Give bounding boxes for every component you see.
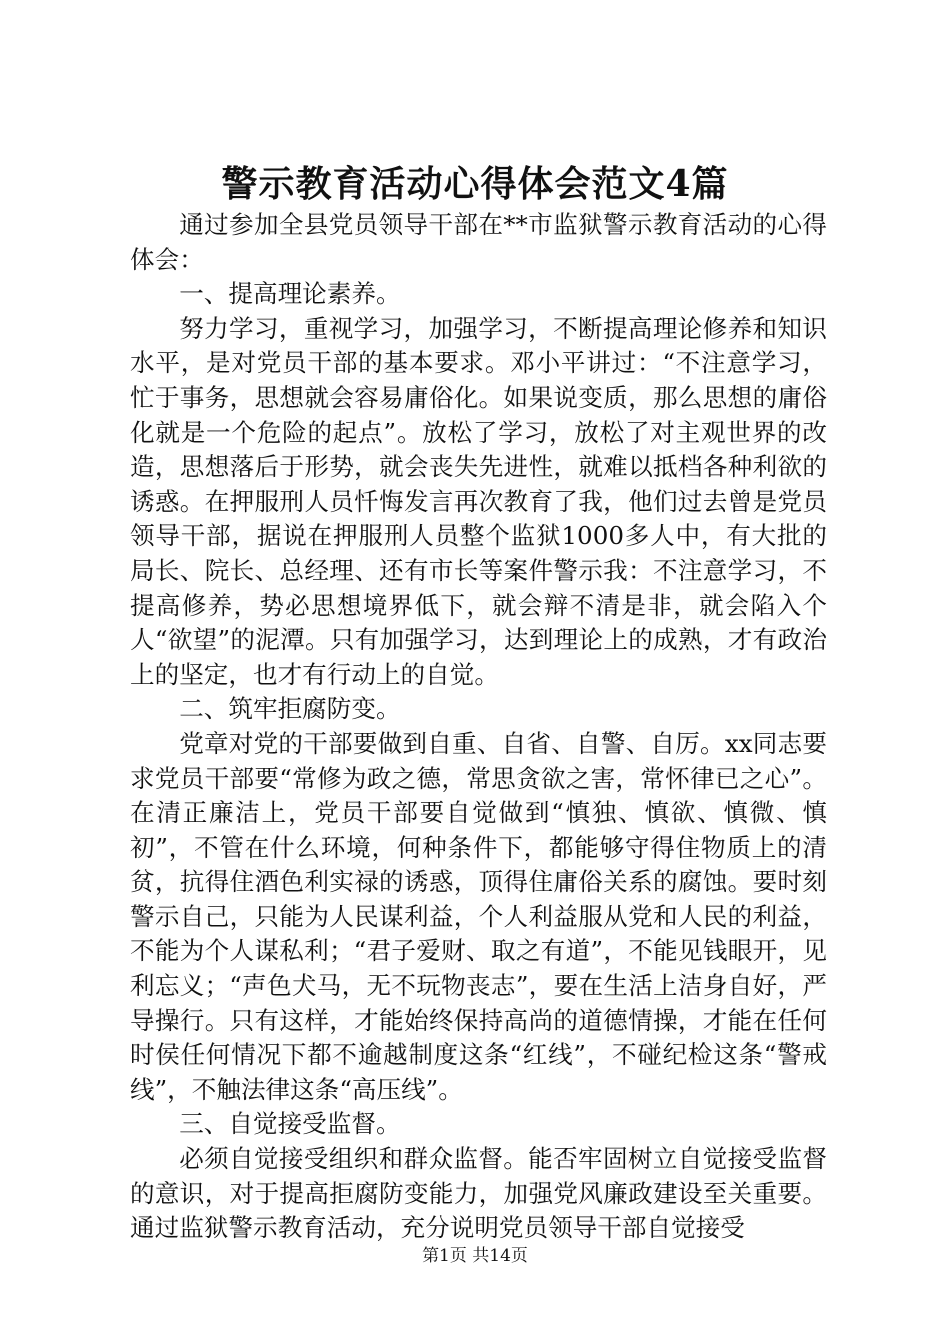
document-body [130, 208, 827, 1246]
paragraph-section-2: 党章对党的干部要做到自重、自省、自警、自厉。xx同志要求党员干部要“常修为政之德，常思贪欲之害，常怀律已之心”。在清正廉洁上，党员干部要自觉做到“慎独、慎欲、慎微、慎初”，不管在什么环境，何种条件下，都能够守得住物质上的清贫，抗得住酒色利实禄的诱惑，顶得住庸俗关系的腐蚀。要时刻警示自己，只能为人民谋利益，个人利益服从党和人民的利益，不能为个人谋私利；“君子爱财、取之有道”，不能见钱眼开，见利忘义；“声色犬马，无不玩物丧志”，要在生活上洁身自好，严导操行。只有这样，才能始终保持高尚的道德情操，才能在任何时侯任何情况下都不逾越制度这条“红线”，不碰纪检这条“警戒线”，不触法律这条“高压线”。 [130, 728, 827, 1104]
paragraph-intro: 通过参加全县党员领导干部在**市监狱警示教育活动的心得体会： [130, 210, 827, 274]
document-title: 警示教育活动心得体会范文4篇 [221, 163, 729, 205]
paragraph-section-3: 必须自觉接受组织和群众监督。能否牢固树立自觉接受监督的意识，对于提高拒腐防变能力，加强党风廉政建设至关重要。通过监狱警示教育活动，充分说明党员领导干部自觉接受 [130, 1144, 827, 1243]
page-footer: 第1页 共14页 [422, 1246, 528, 1266]
section-heading-3: 三、自觉接受监督。 [179, 1109, 401, 1139]
paragraph-section-1: 努力学习，重视学习，加强学习，不断提高理论修养和知识水平，是对党员干部的基本要求。邓小平讲过：“不注意学习，忙于事务，思想就会容易庸俗化。如果说变质，那么思想的庸俗化就是一个危险的起点”。放松了学习，放松了对主观世界的改造，思想落后于形势，就会丧失先进性，就难以抵档各种利欲的诱惑。在押服刑人员忏悔发言再次教育了我，他们过去曾是党员领导干部，据说在押服刑人员整个监狱1000多人中，有大批的局长、院长、总经理、还有市长等案件警示我：不注意学习，不提高修养，势必思想境界低下，就会辩不清是非，就会陷入个人“欲望”的泥潭。只有加强学习，达到理论上的成熟，才有政治上的坚定，也才有行动上的自觉。 [130, 313, 827, 689]
section-heading-1: 一、提高理论素养。 [179, 279, 401, 309]
section-heading-2: 二、筑牢拒腐防变。 [179, 694, 401, 724]
